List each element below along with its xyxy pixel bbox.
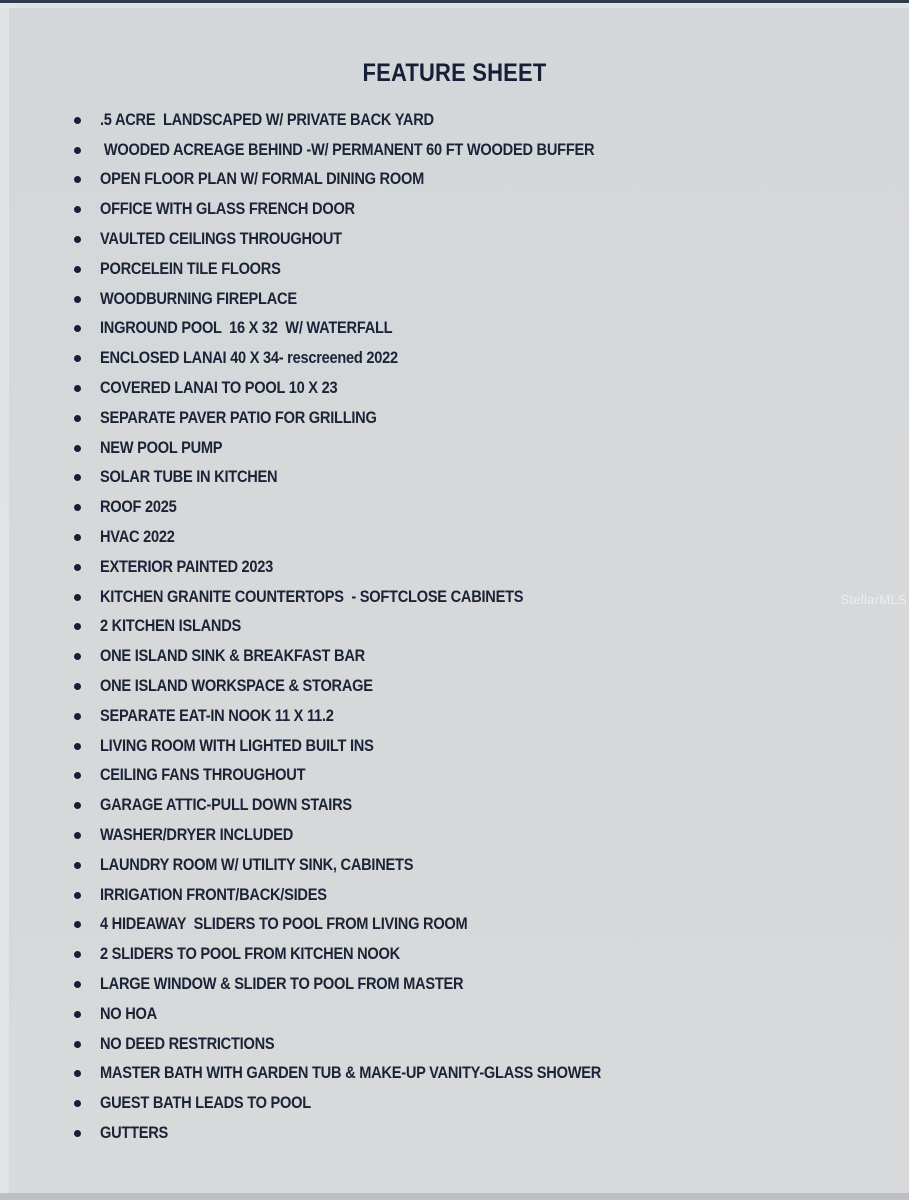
list-item (74, 343, 909, 373)
feature-item-label: 4 HIDEAWAY SLIDERS TO POOL FROM LIVING ROOM (100, 914, 468, 934)
bullet-icon (74, 445, 81, 452)
page-bottom-edge (0, 1193, 909, 1200)
feature-item-label: NO DEED RESTRICTIONS (100, 1033, 275, 1053)
feature-item-label: NEW POOL PUMP (100, 437, 223, 457)
feature-item-label: VAULTED CEILINGS THROUGHOUT (100, 229, 342, 249)
bullet-icon (74, 534, 81, 541)
bullet-icon (74, 713, 81, 720)
list-item (74, 433, 909, 463)
feature-item-label: HVAC 2022 (100, 527, 175, 547)
feature-item-label: LARGE WINDOW & SLIDER TO POOL FROM MASTER (100, 974, 464, 993)
bullet-icon (74, 683, 81, 690)
bullet-icon (74, 892, 81, 899)
feature-item-label: WASHER/DRYER INCLUDED (100, 825, 294, 845)
list-item (74, 612, 909, 642)
bullet-icon (74, 117, 81, 124)
list-item (74, 224, 909, 254)
bullet-icon (74, 743, 81, 750)
feature-item-label: ROOF 2025 (100, 497, 177, 517)
feature-item-label: SEPARATE EAT-IN NOOK 11 X 11.2 (100, 705, 334, 725)
list-item (74, 105, 909, 135)
bullet-icon (74, 921, 81, 928)
bullet-icon (74, 385, 81, 392)
bullet-icon (74, 981, 81, 988)
feature-item-label: SEPARATE PAVER PATIO FOR GRILLING (100, 407, 377, 427)
bullet-icon (74, 266, 81, 273)
list-item (74, 284, 909, 314)
list-item (74, 403, 909, 433)
bullet-icon (74, 325, 81, 332)
bullet-icon (74, 415, 81, 422)
bullet-icon (74, 832, 81, 839)
list-item (74, 194, 909, 224)
feature-item-label: 2 KITCHEN ISLANDS (100, 616, 242, 636)
feature-item-label: IRRIGATION FRONT/BACK/SIDES (100, 884, 327, 904)
list-item (74, 790, 909, 820)
list-item (74, 820, 909, 850)
feature-item-label: WOODED ACREAGE BEHIND -W/ PERMANENT 60 FT WOODED BUFFER (100, 139, 595, 159)
feature-item-label: ONE ISLAND SINK & BREAKFAST BAR (100, 646, 365, 666)
bullet-icon (74, 623, 81, 630)
feature-item-label: 2 SLIDERS TO POOL FROM KITCHEN NOOK (100, 944, 400, 964)
list-item (74, 135, 909, 165)
list-item (74, 582, 909, 612)
bullet-icon (74, 653, 81, 660)
feature-item-label: INGROUND POOL 16 X 32 W/ WATERFALL (100, 318, 393, 338)
bullet-icon (74, 1070, 81, 1077)
bullet-icon (74, 1100, 81, 1107)
feature-item-label: COVERED LANAI TO POOL 10 X 23 (100, 378, 338, 398)
feature-item-label: OPEN FLOOR PLAN W/ FORMAL DINING ROOM (100, 169, 425, 189)
bullet-icon (74, 594, 81, 601)
feature-item-label: SOLAR TUBE IN KITCHEN (100, 467, 278, 487)
feature-item-label: ONE ISLAND WORKSPACE & STORAGE (100, 676, 373, 696)
page-left-highlight (0, 0, 9, 1200)
bullet-icon (74, 802, 81, 809)
bullet-icon (74, 504, 81, 511)
feature-item-label: LIVING ROOM WITH LIGHTED BUILT INS (100, 735, 374, 755)
bullet-icon (74, 206, 81, 213)
list-item (74, 641, 909, 671)
list-item (74, 1059, 909, 1089)
feature-item-label: LAUNDRY ROOM W/ UTILITY SINK, CABINETS (100, 854, 414, 874)
feature-item-label: WOODBURNING FIREPLACE (100, 288, 297, 308)
list-item (74, 314, 909, 344)
feature-item-label: OFFICE WITH GLASS FRENCH DOOR (100, 199, 355, 219)
feature-item-label: CEILING FANS THROUGHOUT (100, 765, 306, 785)
feature-item-label: GUEST BATH LEADS TO POOL (100, 1093, 311, 1113)
page-title: FEATURE SHEET (362, 59, 547, 87)
list-item (74, 939, 909, 969)
bullet-icon (74, 176, 81, 183)
feature-item-label: GARAGE ATTIC-PULL DOWN STAIRS (100, 795, 352, 815)
list-item (74, 373, 909, 403)
list-item (74, 463, 909, 493)
list-item (74, 1118, 909, 1148)
page-top-highlight (0, 3, 909, 8)
feature-item-label: MASTER BATH WITH GARDEN TUB & MAKE-UP VANITY-GLASS SHOWER (100, 1063, 602, 1083)
list-item (74, 701, 909, 731)
bullet-icon (74, 147, 81, 154)
feature-item-label: .5 ACRE LANDSCAPED W/ PRIVATE BACK YARD (100, 109, 434, 129)
feature-item-label: PORCELEIN TILE FLOORS (100, 258, 281, 278)
list-item (74, 880, 909, 910)
list-item (74, 850, 909, 880)
list-item (74, 761, 909, 791)
list-item (74, 1029, 909, 1059)
feature-item-label: EXTERIOR PAINTED 2023 (100, 556, 274, 576)
stellar-mls-watermark: StellarMLS (840, 592, 907, 607)
list-item (74, 969, 909, 999)
bullet-icon (74, 1130, 81, 1137)
bullet-icon (74, 296, 81, 303)
list-item (74, 165, 909, 195)
list-item (74, 552, 909, 582)
list-item (74, 999, 909, 1029)
bullet-icon (74, 236, 81, 243)
list-item (74, 1088, 909, 1118)
list-item (74, 254, 909, 284)
bullet-icon (74, 862, 81, 869)
list-item (74, 671, 909, 701)
feature-item-label: ENCLOSED LANAI 40 X 34- rescreened 2022 (100, 348, 398, 368)
bullet-icon (74, 1041, 81, 1048)
list-item (74, 731, 909, 761)
list-item (74, 492, 909, 522)
bullet-icon (74, 564, 81, 571)
feature-list (0, 105, 909, 1148)
bullet-icon (74, 474, 81, 481)
bullet-icon (74, 772, 81, 779)
feature-item-label: KITCHEN GRANITE COUNTERTOPS - SOFTCLOSE CABINETS (100, 586, 524, 606)
bullet-icon (74, 355, 81, 362)
list-item (74, 522, 909, 552)
bullet-icon (74, 951, 81, 958)
feature-item-label: GUTTERS (100, 1122, 169, 1142)
bullet-icon (74, 1011, 81, 1018)
feature-item-label: NO HOA (100, 1003, 157, 1023)
list-item (74, 910, 909, 940)
